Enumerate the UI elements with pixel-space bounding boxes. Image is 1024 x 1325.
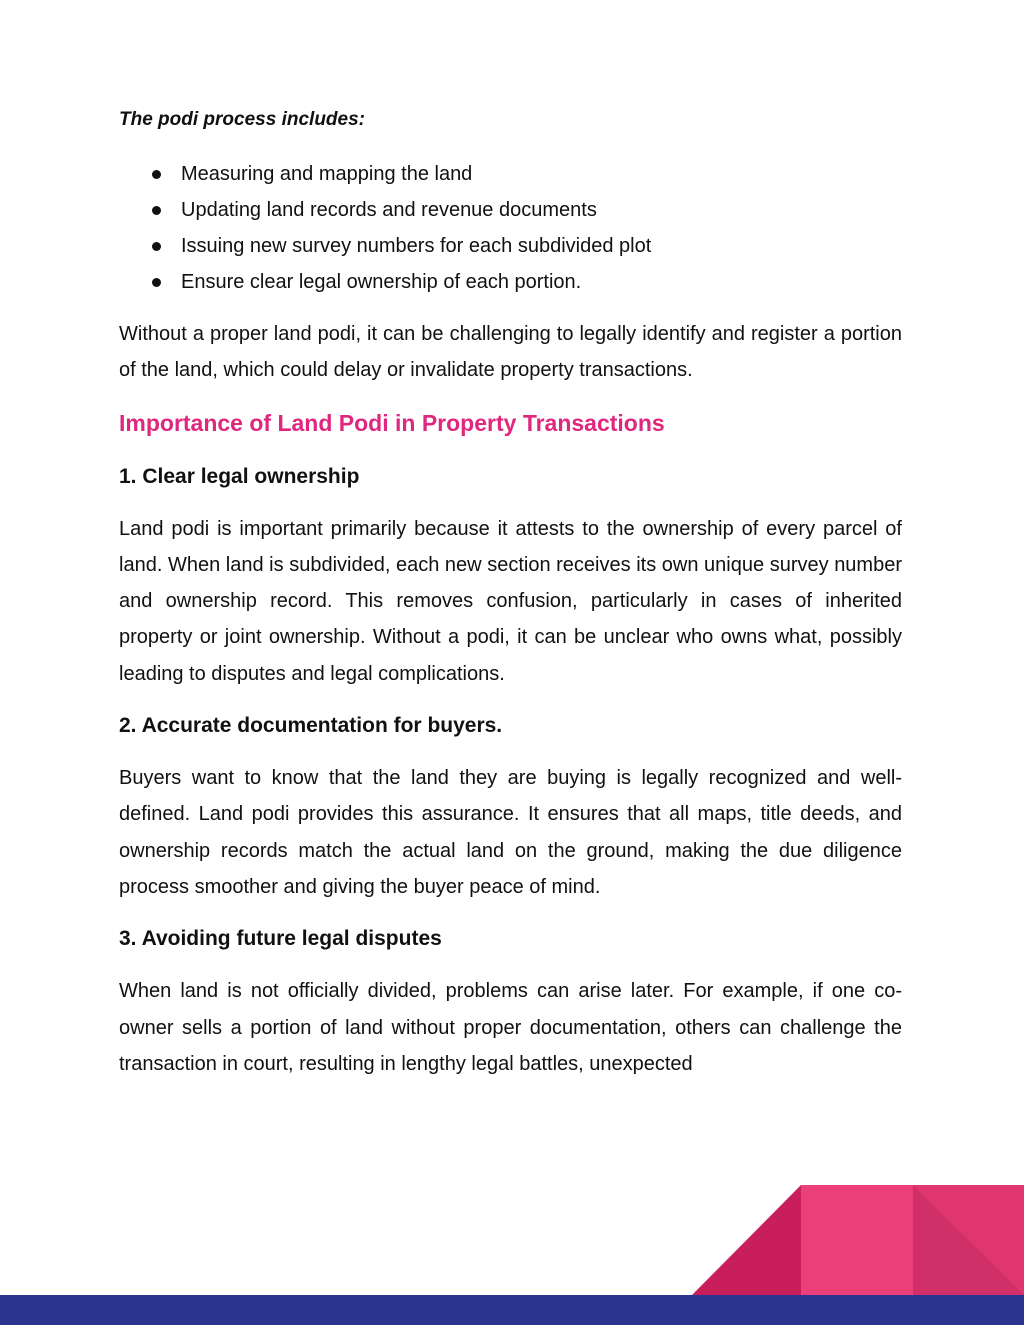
intro-lead: The podi process includes: [119, 109, 365, 130]
section-title: Importance of Land Podi in Property Transactions [119, 409, 665, 436]
intro-paragraph: Without a proper land podi, it can be challenging to legally identify and register a portion of the land, which could delay or invalidate property transactions. [119, 323, 902, 382]
footer-bar [0, 1295, 1024, 1325]
footer-shapes [0, 1185, 1024, 1325]
decor-triangle-dark [692, 1185, 801, 1295]
subheading-disputes: 3. Avoiding future legal disputes [119, 927, 442, 951]
footer-decoration [0, 1185, 1024, 1325]
paragraph-disputes: When land is not officially divided, problems can arise later. For example, if one co-owner sells a portion of land without proper documentation, others can challenge the transaction in court, resulting in lengthy legal battles, unexpected [119, 980, 902, 1075]
list-item: Issuing new survey numbers for each subdivided plot [152, 228, 902, 264]
decor-block-mid [801, 1185, 913, 1295]
list-item: Ensure clear legal ownership of each portion. [152, 264, 902, 300]
list-item: Measuring and mapping the land [152, 156, 902, 192]
process-list [119, 156, 902, 300]
paragraph-clear-ownership: Land podi is important primarily because it attests to the ownership of every parcel of land. When land is subdivided, each new section receives its own unique survey number and ownership record. This removes confusion, particularly in cases of inherited property or joint ownership. Without a podi, it can be unclear who owns what, possibly leading to disputes and legal complications. [119, 517, 902, 685]
subheading-clear-ownership: 1. Clear legal ownership [119, 464, 360, 488]
list-item: Updating land records and revenue documents [152, 192, 902, 228]
page-content [119, 104, 902, 1100]
paragraph-documentation: Buyers want to know that the land they are buying is legally recognized and well-defined. Land podi provides this assurance. It ensures that all maps, title deeds, and ownership records match the actual land on the ground, making the due diligence process smoother and giving the buyer peace of mind. [119, 767, 902, 898]
subheading-documentation: 2. Accurate documentation for buyers. [119, 714, 503, 738]
